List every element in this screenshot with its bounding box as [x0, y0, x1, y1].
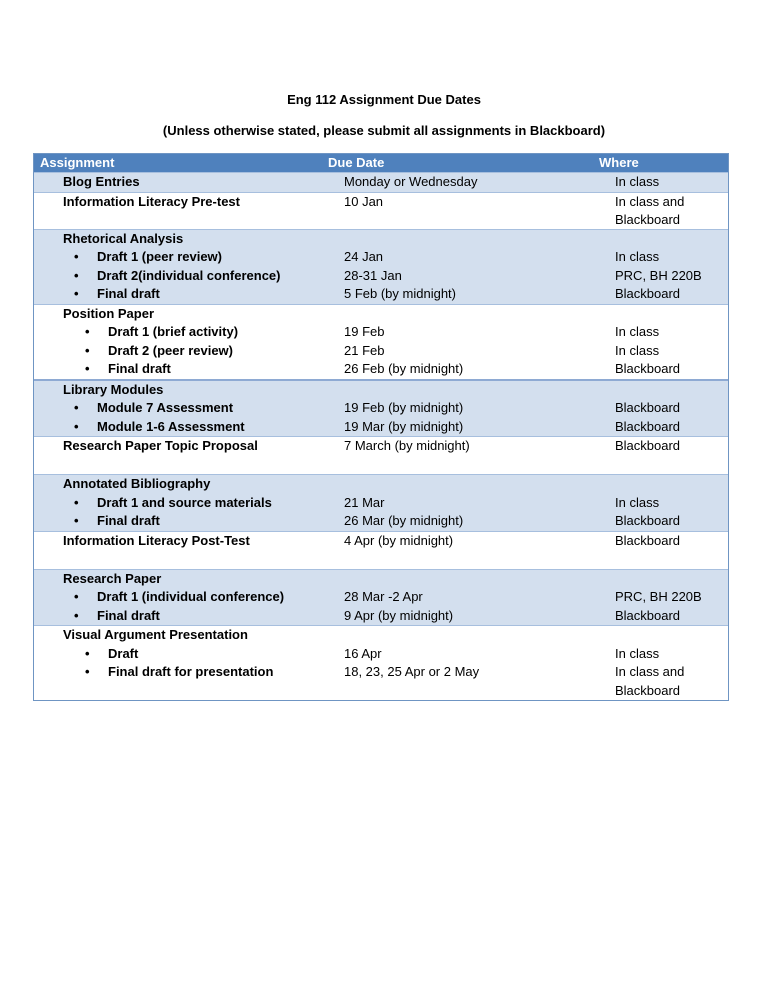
where: PRC, BH 220B [615, 589, 702, 604]
where: Blackboard [615, 513, 681, 528]
sub-assignment: Final draft [97, 286, 160, 301]
bullet-icon: • [85, 361, 90, 376]
where-continued: Blackboard [615, 212, 681, 227]
table-row [34, 192, 728, 229]
where: Blackboard [615, 438, 681, 453]
due-date: 21 Feb [344, 342, 385, 358]
bullet-icon: • [74, 607, 79, 623]
assignment-name: Annotated Bibliography [63, 476, 211, 491]
list-item [34, 588, 728, 607]
list-item [34, 323, 728, 342]
header-due-date: Due Date [328, 155, 385, 170]
sub-assignment: Draft 1 (brief activity) [108, 324, 239, 339]
table-row [34, 569, 728, 626]
list-item [34, 512, 728, 531]
sub-assignment: Draft 2 (peer review) [108, 342, 233, 358]
list-item [34, 248, 728, 267]
where: Blackboard [615, 418, 681, 434]
sub-assignment: Final draft for presentation [108, 664, 274, 679]
bullet-icon: • [74, 267, 79, 283]
where: In class [615, 174, 660, 189]
due-dates-table [33, 153, 729, 701]
bullet-icon: • [74, 286, 79, 301]
table-row [34, 304, 728, 379]
due-date: 7 March (by midnight) [344, 438, 470, 453]
table-row [34, 229, 728, 304]
header-assignment: Assignment [40, 155, 115, 170]
assignment-name: Rhetorical Analysis [63, 230, 184, 246]
sub-assignment: Draft [108, 645, 139, 661]
list-item [34, 399, 728, 418]
page-title: Eng 112 Assignment Due Dates [287, 92, 481, 107]
due-date: 19 Feb [344, 324, 385, 339]
where: In class [615, 324, 660, 339]
due-date: 16 Apr [344, 645, 382, 661]
due-date: 19 Mar (by midnight) [344, 418, 464, 434]
due-date: 24 Jan [344, 249, 384, 264]
due-date: 5 Feb (by midnight) [344, 286, 456, 301]
sub-assignment: Draft 1 and source materials [97, 494, 272, 510]
assignment-name: Information Literacy Pre-test [63, 193, 240, 209]
list-item [34, 360, 728, 379]
bullet-icon: • [85, 342, 90, 358]
bullet-icon: • [74, 249, 79, 264]
table-row [34, 474, 728, 531]
where: In class [615, 494, 660, 510]
assignment-name: Library Modules [63, 381, 164, 397]
list-item [34, 418, 728, 437]
list-item [34, 494, 728, 513]
where: Blackboard [615, 286, 681, 301]
due-date: Monday or Wednesday [344, 174, 478, 189]
due-date: 18, 23, 25 Apr or 2 May [344, 664, 480, 679]
table-header [34, 154, 728, 172]
page-subtitle: (Unless otherwise stated, please submit all assignments in Blackboard) [162, 123, 606, 138]
sub-assignment: Draft 1 (peer review) [97, 249, 222, 264]
header-where: Where [599, 155, 639, 170]
sub-assignment: Module 1-6 Assessment [97, 418, 245, 434]
bullet-icon: • [74, 418, 79, 434]
where: Blackboard [615, 361, 681, 376]
sub-assignment: Final draft [97, 513, 160, 528]
assignment-name: Research Paper Topic Proposal [63, 438, 258, 453]
due-date: 10 Jan [344, 193, 384, 209]
sub-assignment: Draft 1 (individual conference) [97, 589, 285, 604]
sub-assignment: Module 7 Assessment [97, 400, 234, 415]
assignment-name: Visual Argument Presentation [63, 627, 248, 642]
bullet-icon: • [74, 494, 79, 510]
due-date: 19 Feb (by midnight) [344, 400, 464, 415]
due-date: 26 Mar (by midnight) [344, 513, 464, 528]
table-row [34, 531, 728, 569]
table-row [34, 436, 728, 474]
list-item [34, 663, 728, 682]
assignment-name: Research Paper [63, 570, 162, 586]
list-item [34, 342, 728, 361]
bullet-icon: • [74, 513, 79, 528]
where: Blackboard [615, 607, 681, 623]
sub-assignment: Final draft [97, 607, 160, 623]
sub-assignment: Draft 2(individual conference) [97, 267, 281, 283]
table-row [34, 172, 728, 192]
bullet-icon: • [74, 589, 79, 604]
where: Blackboard [615, 400, 681, 415]
bullet-icon: • [74, 400, 79, 415]
list-item [34, 645, 728, 664]
where: In class and [615, 664, 685, 679]
list-item [34, 267, 728, 286]
where: In class [615, 645, 660, 661]
due-date: 28 Mar -2 Apr [344, 589, 423, 604]
bullet-icon: • [85, 324, 90, 339]
table-row [34, 379, 728, 437]
where-continued: Blackboard [615, 682, 681, 698]
assignment-name: Blog Entries [63, 174, 140, 189]
list-item [34, 285, 728, 304]
bullet-icon: • [85, 645, 90, 661]
due-date: 9 Apr (by midnight) [344, 607, 454, 623]
where: In class and [615, 193, 685, 209]
where: Blackboard [615, 532, 681, 548]
sub-assignment: Final draft [108, 361, 171, 376]
due-date: 28-31 Jan [344, 267, 402, 283]
where: PRC, BH 220B [615, 267, 702, 283]
assignment-name: Position Paper [63, 305, 155, 321]
where: In class [615, 249, 660, 264]
assignment-name: Information Literacy Post-Test [63, 532, 250, 548]
table-row [34, 625, 728, 700]
where: In class [615, 342, 660, 358]
due-date: 4 Apr (by midnight) [344, 532, 454, 548]
due-date: 26 Feb (by midnight) [344, 361, 464, 376]
bullet-icon: • [85, 664, 90, 679]
list-item [34, 607, 728, 626]
due-date: 21 Mar [344, 494, 385, 510]
